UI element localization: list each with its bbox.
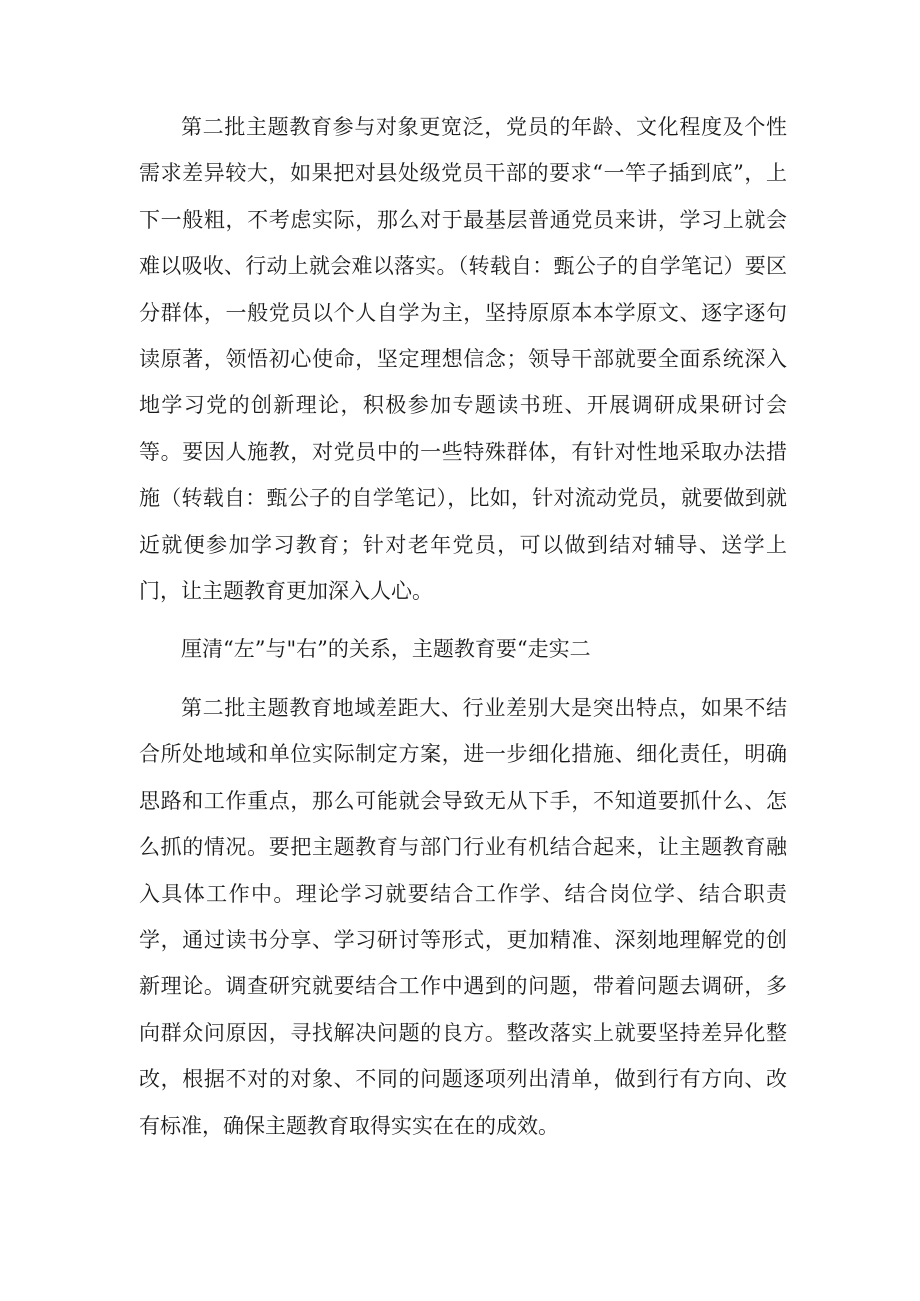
section-heading: 厘清“左”与"右”的关系，主题教育要“走实二	[181, 637, 591, 662]
paragraph-2: 第二批主题教育地域差距大、行业差别大是突出特点，如果不结合所处地域和单位实际制定方案，进一步细化措施、细化责任，明确思路和工作重点，那么可能就会导致无从下手，不知道要抓什么、怎么抓的情况。要把主题教育与部门行业有机结合起来，让主题教育融入具体工作中。理论学习就要结合工作学、结合岗位学、结合职责学，通过读书分享、学习研讨等形式，更加精准、深刻地理解党的创新理论。调查研究就要结合工作中遇到的问题，带着问题去调研，多向群众问原因，寻找解决问题的良方。整改落实上就要坚持差异化整改，根据不对的对象、不同的问题逐项列出清单，做到行有方向、改有标准，确保主题教育取得实实在在的成效。	[139, 695, 787, 1138]
paragraph-1: 第二批主题教育参与对象更宽泛，党员的年龄、文化程度及个性需求差异较大，如果把对县处级党员干部的要求“一竿子插到底”，上下一般粗，不考虑实际，那么对于最基层普通党员来讲，学习上就会难以吸收、行动上就会难以落实。（转载自：甄公子的自学笔记）要区分群体，一般党员以个人自学为主，坚持原原本本学原文、逐字逐句读原著，领悟初心使命，坚定理想信念；领导干部就要全面系统深入地学习党的创新理论，积极参加专题读书班、开展调研成果研讨会等。要因人施教，对党员中的一些特殊群体，有针对性地采取办法措施（转载自：甄公子的自学笔记），比如，针对流动党员，就要做到就近就便参加学习教育；针对老年党员，可以做到结对辅导、送学上门，让主题教育更加深入人心。	[139, 115, 787, 604]
document-body	[139, 104, 787, 1149]
